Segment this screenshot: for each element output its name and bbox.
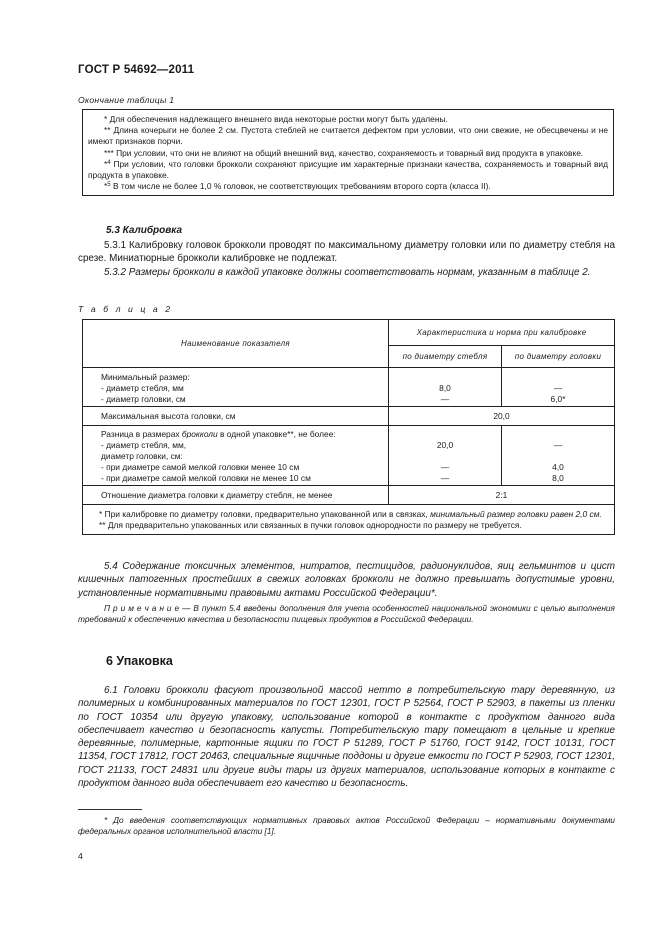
table2-caption: Т а б л и ц а 2 bbox=[78, 304, 173, 314]
table2-row-min-size: Минимальный размер: - диаметр стебля, мм - диаметр головки, см 8,0 — — 6,0* bbox=[83, 368, 615, 407]
footnote-divider bbox=[78, 809, 142, 810]
table1-note-2: ** Длина кочерыги не более 2 см. Пустота стеблей не считается дефектом при условии, что они свежие, не обесцвечены и не имеют признаков порчи. bbox=[88, 125, 608, 147]
table2 bbox=[82, 319, 615, 535]
table2-col-head: по диаметру головки bbox=[502, 346, 615, 368]
table1-note-4: *$^4$ При условии, что головки брокколи сохраняют присущие им характерные признаки качества, сохраняемость и товарный вид продукта в упаковке. bbox=[88, 158, 609, 181]
table2-row-size-difference: Разница в размерах брокколи в одной упаковке**, не более: - диаметр стебля, мм, диаметр головки, см: - при диаметре самой мелкой головки менее 10 см - при диаметре самой мелкой головки не менее 10 см 20,0 — — — 4,0 8,0 bbox=[83, 426, 615, 486]
para-6-1: 6.1 Головки брокколи фасуют произвольной массой нетто в потребительскую тару деревянную, из полимерных и комбинированных материалов по ГОСТ 12301, ГОСТ Р 52564, ГОСТ Р 52903, в пакеты из пленки по ГОСТ 10354 или другую упаковку, использование которой в контакте с продуктом данного вида обеспечивает качество и безопасность капусты. Потребительскую тару помещают в цельные и крепкие деревянные, полимерные, картонные ящики по ГОСТ Р 51289, ГОСТ Р 51760, ГОСТ 9142, ГОСТ 10131, ГОСТ 11354, ГОСТ 17812, ГОСТ 20463, специальные ящичные поддоны и другие емкости по ГОСТ Р 52903, ГОСТ 12301, ГОСТ 21133, ГОСТ 24831 или другие виды тары из других материалов, использование которых в контакте с продуктом данного вида обеспечивает его качество и безопасность. bbox=[78, 685, 615, 790]
table1-note-1: * Для обеспечения надлежащего внешнего вида некоторые ростки могут быть удалены. bbox=[104, 114, 448, 124]
standard-header: ГОСТ Р 54692—2011 bbox=[78, 64, 195, 76]
note-5-4: П р и м е ч а н и е — В пункт 5.4 введены дополнения для учета особенностей национальной экономики с целью выполнения требований к обеспечению качества и безопасности пищевых продуктов в Российской Федерации. bbox=[78, 603, 615, 625]
table1-end-caption: Окончание таблицы 1 bbox=[78, 95, 175, 105]
table1-notes-box bbox=[82, 109, 614, 196]
table2-col-stem: по диаметру стебля bbox=[389, 346, 502, 368]
page-footnote: * До введения соответствующих нормативных правовых актов Российской Федерации – нормативными документами федеральных органов исполнительной власти [1]. bbox=[78, 816, 615, 836]
table2-row-ratio: Отношение диаметра головки к диаметру стебля, не менее 2:1 bbox=[83, 486, 615, 505]
table2-row-max-height: Максимальная высота головки, см 20,0 bbox=[83, 407, 615, 426]
table2-footnotes bbox=[83, 505, 615, 535]
table2-col-name: Наименование показателя bbox=[83, 320, 389, 368]
section-6-title: 6 Упаковка bbox=[106, 654, 173, 668]
page-number: 4 bbox=[78, 851, 83, 861]
table2-footnote-1: * При калибровке по диаметру головки, предварительно упакованной или в связках, минимальный размер головки равен 2,0 см. bbox=[99, 509, 602, 519]
para-5-4: 5.4 Содержание токсичных элементов, нитратов, пестицидов, радионуклидов, яиц гельминтов и цист кишечных патогенных простейших в свежих головках брокколи не должно превышать допустимые уровни, установленные нормативными правовыми актами Российской Федерации*. bbox=[78, 561, 615, 599]
table2-footnote-2: ** Для предварительно упакованных или связанных в пучки головок однородности по размеру не требуется. bbox=[99, 520, 522, 530]
para-5-3-1: 5.3.1 Калибровку головок брокколи проводят по максимальному диаметру головки или по диаметру стебля на срезе. Миниатюрные брокколи калибровке не подлежат. bbox=[78, 240, 615, 265]
section-5-3-title: 5.3 Калибровка bbox=[106, 225, 183, 236]
table2-col-group: Характеристика и норма при калибровке bbox=[389, 320, 615, 346]
para-5-3-2: 5.3.2 Размеры брокколи в каждой упаковке должны соответствовать нормам, указанным в таблице 2. bbox=[104, 267, 591, 278]
table1-note-3: *** При условии, что они не влияют на общий внешний вид, качество, сохраняемость и товарный вид продукта в упаковке. bbox=[104, 147, 584, 158]
table1-note-5: *$^5$ В том числе не более 1,0 % головок, не соответствующих требованиям второго сорта (класса II). bbox=[104, 181, 491, 192]
